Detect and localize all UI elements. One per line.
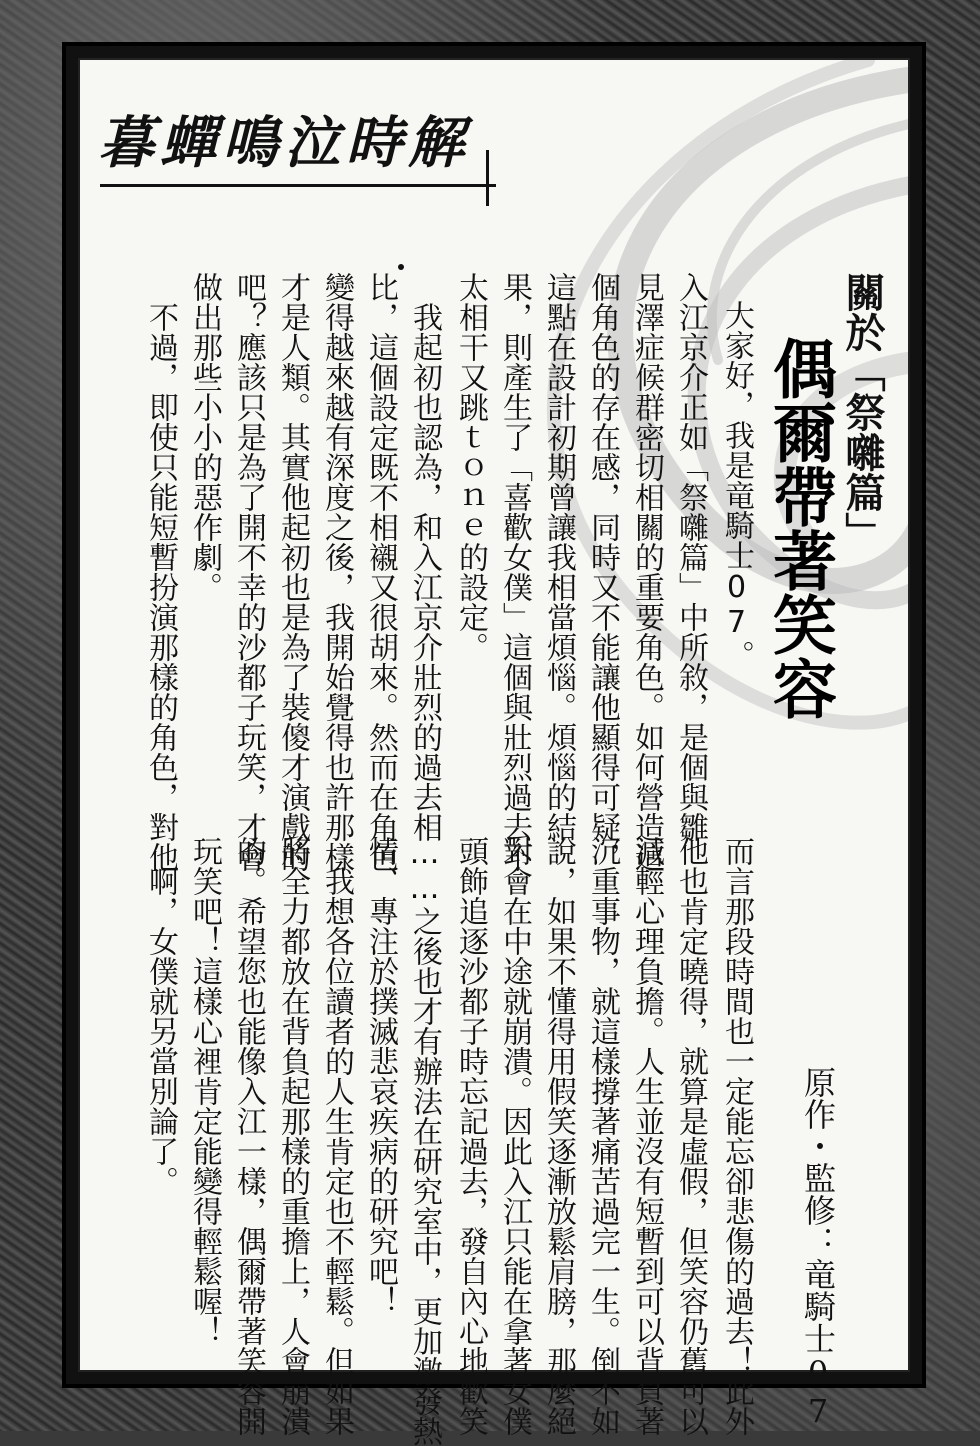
text-column: 沉重事物，就這樣撐著痛苦過完一生。倒不如: [585, 836, 620, 1436]
text-column: 做出那些小小的惡作劇。: [187, 272, 222, 602]
text-column: 不過，即使只能短暫扮演那樣的角色，對他: [143, 272, 178, 872]
text-column: 情、專注於撲滅悲哀疾病的研究吧！: [363, 836, 398, 1316]
text-column: 見澤症候群密切相關的重要角色。如何營造這: [629, 272, 664, 872]
text-column: 個角色的存在感，同時又不能讓他顯得可疑，: [585, 272, 620, 872]
text-column: 頭飾追逐沙都子時忘記過去，發自內心地歡笑: [453, 836, 488, 1436]
text-column: 大家好，我是竜騎士07。: [719, 300, 754, 670]
text-column: 這點在設計初期曾讓我相當煩惱。煩惱的結: [541, 272, 576, 842]
text-column: 減輕心理負擔。人生並沒有短暫到可以背負著: [629, 836, 664, 1436]
text-column: 而言那段時間也一定能忘卻悲傷的過去！此外: [719, 836, 754, 1436]
text-column: 果，則產生了「喜歡女僕」這個與壯烈過去不: [497, 272, 532, 872]
text-column: 說，如果不懂得用假笑逐漸放鬆肩膀，那麼絕: [541, 836, 576, 1436]
text-column: 變得越來越有深度之後，我開始覺得也許那樣: [319, 272, 354, 872]
text-column: 對會在中途就崩潰。因此入江只能在拿著女僕: [497, 836, 532, 1436]
text-column: 入江京介正如「祭囃篇」中所敘，是個與雛: [673, 272, 708, 842]
text-column: 比，這個設定既不相襯又很胡來。然而在角色: [363, 272, 398, 872]
text-column: 才是人類。其實他起初也是為了裝傻才演戲的: [275, 272, 310, 872]
bullet-dot: [398, 264, 404, 270]
text-column: 啊，女僕就另當別論了。: [143, 836, 178, 1196]
text-column: 玩笑吧！這樣心裡肯定能變得輕鬆喔！: [187, 836, 222, 1346]
text-column: 吧？應該只是為了開不幸的沙都子玩笑，才會: [231, 272, 266, 872]
heading-tick: [486, 150, 489, 206]
text-column: 我想各位讀者的人生肯定也不輕鬆。但如果: [319, 836, 354, 1436]
text-column: ……之後也才有辦法在研究室中，更加激發熱: [407, 836, 442, 1446]
author-credit: 原作・監修：竜騎士07: [799, 1066, 837, 1430]
essay-title: 偶爾帶著笑容: [762, 336, 837, 720]
heading-underline: [100, 184, 496, 187]
text-column: 我起初也認為，和入江京介壯烈的過去相: [407, 272, 442, 842]
series-heading: 暮蟬鳴泣時解: [98, 110, 470, 176]
text-column: 太相干又跳ｔｏｎｅ的設定。: [453, 272, 488, 662]
text-column: 將全力都放在背負起那樣的重擔上，人會崩潰: [275, 836, 310, 1436]
text-column: 的。希望您也能像入江一樣，偶爾帶著笑容開: [231, 836, 266, 1436]
subtitle: 關於「祭囃篇」: [839, 272, 885, 552]
text-column: 他也肯定曉得，就算是虛假，但笑容仍舊可以: [673, 836, 708, 1436]
